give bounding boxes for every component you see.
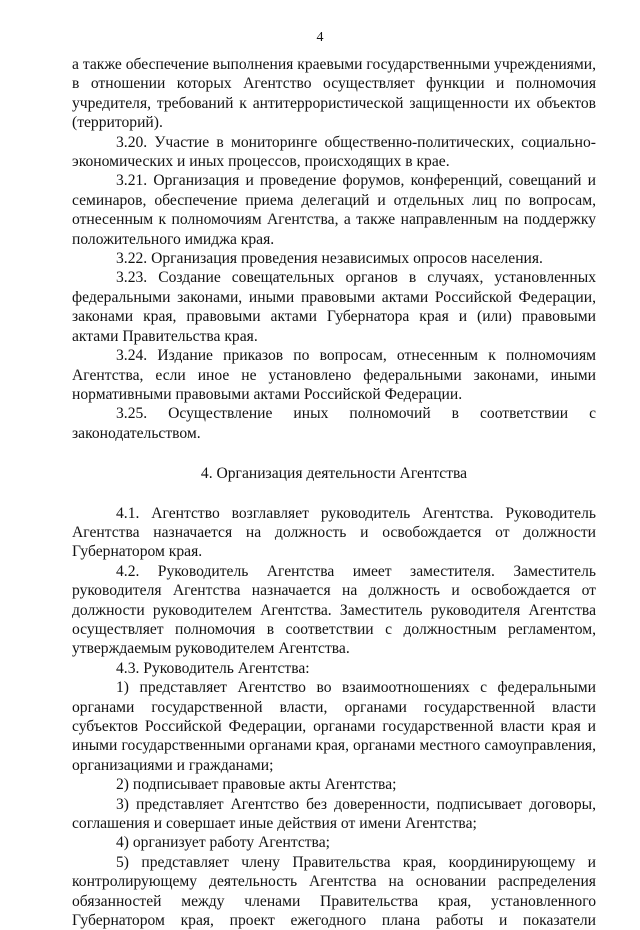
paragraph-3-22: 3.22. Организация проведения независимых опросов населения.	[116, 250, 543, 268]
page-number: 4	[316, 30, 324, 45]
paragraph-3-23: 3.23. Создание совещательных органов в случаях, установленных федеральными законами, иными правовыми актами Российской Федерации, законами края, правовыми актами Губернатора края и (или) правовыми актами Правительства края.	[72, 269, 596, 345]
section-heading: 4. Организация деятельности Агентства	[200, 465, 468, 483]
document-body	[72, 55, 596, 930]
list-item-2: 2) подписывает правовые акты Агентства;	[116, 776, 397, 794]
paragraph-3-25: 3.25. Осуществление иных полномочий в соответствии с законодательством.	[72, 405, 596, 442]
paragraph-continuation: а также обеспечение выполнения краевыми государственными учреждениями, в отношении которых Агентство осуществляет функции и полномочия учредителя, требований к антитеррористической защищенности их объектов (территорий).	[72, 56, 596, 132]
list-item-3: 3) представляет Агентство без доверенности, подписывает договоры, соглашения и совершает иные действия от имени Агентства;	[72, 795, 596, 833]
paragraph-4-3: 4.3. Руководитель Агентства:	[116, 659, 310, 677]
paragraph-4-1: 4.1. Агентство возглавляет руководитель Агентства. Руководитель Агентства назначается на должность и освобождается от должности Губернатором края.	[72, 504, 596, 561]
list-item-1: 1) представляет Агентство во взаимоотношениях с федеральными органами государственной власти, органами государственной власти субъектов Российской Федерации, органами государственной власти края и иными государственными органами края, органами местного самоуправления, организациями и гражданами;	[72, 679, 596, 774]
paragraph-3-21: 3.21. Организация и проведение форумов, конференций, совещаний и семинаров, обеспечение приема делегаций и отдельных лиц по вопросам, отнесенным к полномочиям Агентства, а также направленным на поддержку положительного имиджа края.	[72, 172, 596, 248]
paragraph-3-24: 3.24. Издание приказов по вопросам, отнесенным к полномочиям Агентства, если иное не установлено федеральными законами, иными нормативными правовыми актами Российской Федерации.	[72, 347, 596, 403]
list-item-5: 5) представляет члену Правительства края, координирующему и контролирующему деятельность Агентства на основании распределения обязанностей между членами Правительства края, установленного Губернатором края, проект ежегодного плана работы и показатели	[72, 853, 596, 930]
paragraph-3-20: 3.20. Участие в мониторинге общественно-политических, социально-экономических и иных процессов, происходящих в крае.	[72, 133, 596, 171]
list-item-4: 4) организует работу Агентства;	[116, 834, 330, 852]
paragraph-4-2: 4.2. Руководитель Агентства имеет заместителя. Заместитель руководителя Агентства назначается на должность и освобождается от должности руководителем Агентства. Заместитель руководителя Агентства осуществляет полномочия в соответствии с должностным регламентом, утверждаемым руководителем Агентства.	[72, 562, 596, 658]
